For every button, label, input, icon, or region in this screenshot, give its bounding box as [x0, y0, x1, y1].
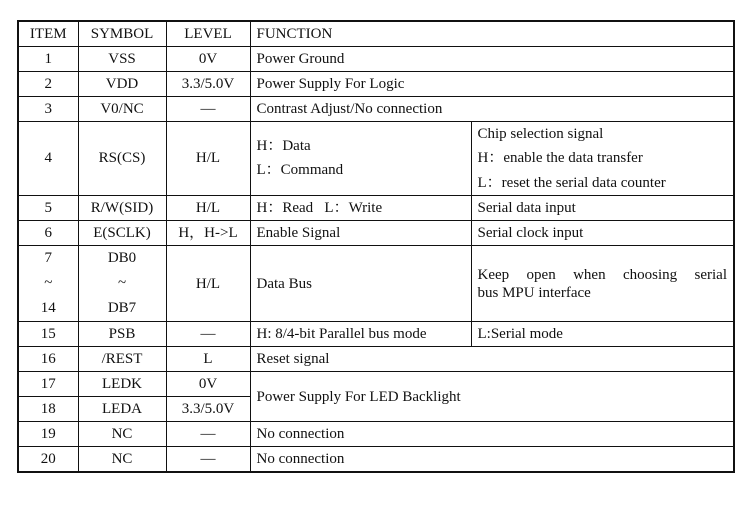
symbol-cell: VDD	[78, 71, 166, 96]
item-cell: 3	[18, 96, 78, 121]
item-cell	[18, 246, 78, 322]
item-line: 7	[44, 250, 52, 266]
function-serial-cell: L:Serial mode	[471, 322, 734, 347]
table-row	[18, 46, 734, 71]
table-row	[18, 196, 734, 221]
level-cell: 3.3/5.0V	[166, 71, 250, 96]
item-cell: 5	[18, 196, 78, 221]
item-cell: 20	[18, 447, 78, 472]
function-parallel-cell: Data Bus	[250, 246, 471, 322]
symbol-cell: NC	[78, 447, 166, 472]
function-parallel-cell: Enable Signal	[250, 221, 471, 246]
item-cell: 6	[18, 221, 78, 246]
symbol-cell: VSS	[78, 46, 166, 71]
table-row	[18, 447, 734, 472]
symbol-line: ~	[117, 275, 127, 291]
pin-function-table	[17, 20, 735, 473]
function-line: L：Command	[256, 162, 344, 179]
table-row	[18, 246, 734, 322]
symbol-cell: V0/NC	[78, 96, 166, 121]
table-row	[18, 121, 734, 196]
function-parallel-cell	[250, 121, 471, 196]
table-row	[18, 322, 734, 347]
function-serial-cell	[471, 246, 734, 322]
item-cell: 19	[18, 422, 78, 447]
function-cell: No connection	[250, 422, 734, 447]
function-parallel-cell: H：Read L：Write	[250, 196, 471, 221]
symbol-cell: E(SCLK)	[78, 221, 166, 246]
symbol-cell: LEDK	[78, 372, 166, 397]
level-cell: —	[166, 96, 250, 121]
symbol-cell: LEDA	[78, 397, 166, 422]
table-row	[18, 221, 734, 246]
item-cell: 1	[18, 46, 78, 71]
item-cell: 4	[18, 121, 78, 196]
item-line: 14	[40, 300, 56, 316]
level-cell: 0V	[166, 372, 250, 397]
symbol-cell: PSB	[78, 322, 166, 347]
symbol-cell: R/W(SID)	[78, 196, 166, 221]
item-cell: 15	[18, 322, 78, 347]
level-cell: —	[166, 422, 250, 447]
table-row	[18, 372, 734, 397]
symbol-cell: NC	[78, 422, 166, 447]
item-cell: 16	[18, 347, 78, 372]
item-cell: 2	[18, 71, 78, 96]
function-line: Keep open when choosing serial	[477, 266, 727, 283]
level-cell: H，H->L	[166, 221, 250, 246]
function-cell: Contrast Adjust/No connection	[250, 96, 734, 121]
level-cell: 3.3/5.0V	[166, 397, 250, 422]
header-function: FUNCTION	[250, 21, 734, 46]
symbol-line: DB7	[107, 300, 137, 316]
function-line: H：enable the data transfer	[477, 150, 643, 166]
level-cell: H/L	[166, 196, 250, 221]
function-cell: Reset signal	[250, 347, 734, 372]
level-cell: L	[166, 347, 250, 372]
item-cell: 18	[18, 397, 78, 422]
item-cell: 17	[18, 372, 78, 397]
level-cell: —	[166, 447, 250, 472]
table-row	[18, 422, 734, 447]
function-serial-cell: Serial data input	[471, 196, 734, 221]
function-cell: Power Ground	[250, 46, 734, 71]
level-cell: 0V	[166, 46, 250, 71]
symbol-cell: RS(CS)	[78, 121, 166, 196]
symbol-cell: /REST	[78, 347, 166, 372]
function-cell: Power Supply For LED Backlight	[250, 372, 734, 422]
function-line: bus MPU interface	[477, 284, 591, 301]
function-cell: Power Supply For Logic	[250, 71, 734, 96]
function-cell: No connection	[250, 447, 734, 472]
function-line: Chip selection signal	[477, 125, 604, 142]
function-line: H：Data	[256, 137, 311, 154]
item-line: ~	[44, 275, 53, 291]
header-symbol: SYMBOL	[78, 21, 166, 46]
function-parallel-cell: H: 8/4-bit Parallel bus mode	[250, 322, 471, 347]
function-line: L：reset the serial data counter	[477, 174, 666, 191]
header-level: LEVEL	[166, 21, 250, 46]
table-row	[18, 96, 734, 121]
symbol-line: DB0	[107, 250, 137, 266]
header-item: ITEM	[18, 21, 78, 46]
table-header-row	[18, 21, 734, 46]
level-cell: —	[166, 322, 250, 347]
function-serial-cell: Serial clock input	[471, 221, 734, 246]
function-serial-cell	[471, 121, 734, 196]
table-row	[18, 347, 734, 372]
table-row	[18, 71, 734, 96]
level-cell: H/L	[166, 246, 250, 322]
symbol-cell	[78, 246, 166, 322]
level-cell: H/L	[166, 121, 250, 196]
